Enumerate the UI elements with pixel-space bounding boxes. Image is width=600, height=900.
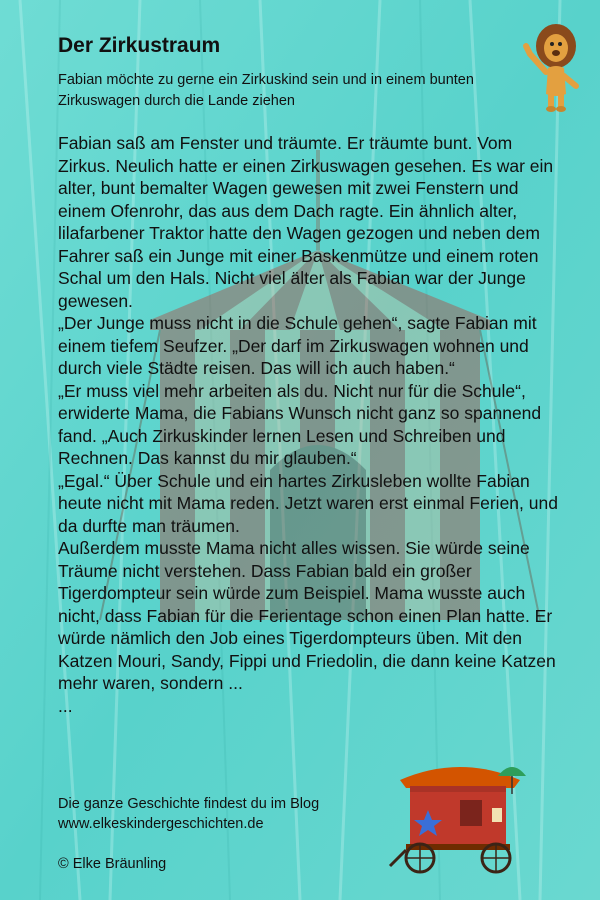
lion-icon (518, 16, 588, 114)
story-ellipsis: ... (58, 695, 73, 716)
blog-url-link[interactable]: www.elkeskindergeschichten.de (58, 816, 264, 832)
story-text (58, 132, 558, 717)
circus-wagon-icon (386, 750, 534, 878)
story-paragraph: „Er muss viel mehr arbeiten als du. Nicht nur für die Schule“, erwiderte Mama, die Fabians Wunsch nicht ganz so spannend fand. „Auch Zirkuskinder lernen Lesen und Schreiben und Rechnen. Das kannst du mir glauben.“ (58, 380, 542, 468)
subtitle: Fabian möchte zu gerne ein Zirkuskind sein und in einem bunten Zirkuswagen durch die Lande ziehen (58, 72, 474, 109)
blog-line: Die ganze Geschichte findest du im Blog (58, 796, 320, 812)
blog-reference (58, 794, 319, 834)
story-paragraph: Außerdem musste Mama nicht alles wissen. Sie würde seine Träume nicht verstehen. Dass Fabian bald ein großer Tigerdompteur sein würde zum Beispiel. Mama wusste auch nicht, dass Fabian für die Ferientage schon einen Plan hatte. Er würde nämlich den Job eines Tigerdompteurs üben. Mit den Katzen Mouri, Sandy, Fippi und Friedolin, die dann keine Katzen mehr waren, sondern ... (58, 538, 556, 693)
story-paragraph: Fabian saß am Fenster und träumte. Er träumte bunt. Vom Zirkus. Neulich hatte er einen Zirkuswagen gesehen. Es war ein alter, bunt bemalter Wagen gewesen mit zwei Fenstern und einem Ofenrohr, das aus dem Dach ragte. Ein ähnlich alter, lilafarbener Traktor hatte den Wagen gezogen und neben dem Fahrer saß ein Junge mit einer Baskenmütze und einem roten Schal um den Hals. Nicht viel älter als Fabian war der Junge gewesen. (58, 133, 554, 311)
copyright: © Elke Bräunling (58, 856, 167, 872)
story-paragraph: „Der Junge muss nicht in die Schule gehen“, sagte Fabian mit einem tiefem Seufzer. „Der darf im Zirkuswagen wohnen und durch viele Städte reisen. Das will ich auch haben.“ (58, 313, 537, 378)
story-paragraph: „Egal.“ Über Schule und ein hartes Zirkusleben wollte Fabian heute nicht mit Mama reden. Jetzt waren erst einmal Ferien, und da durfte man träumen. (58, 470, 558, 536)
page-title: Der Zirkustraum (58, 34, 221, 57)
